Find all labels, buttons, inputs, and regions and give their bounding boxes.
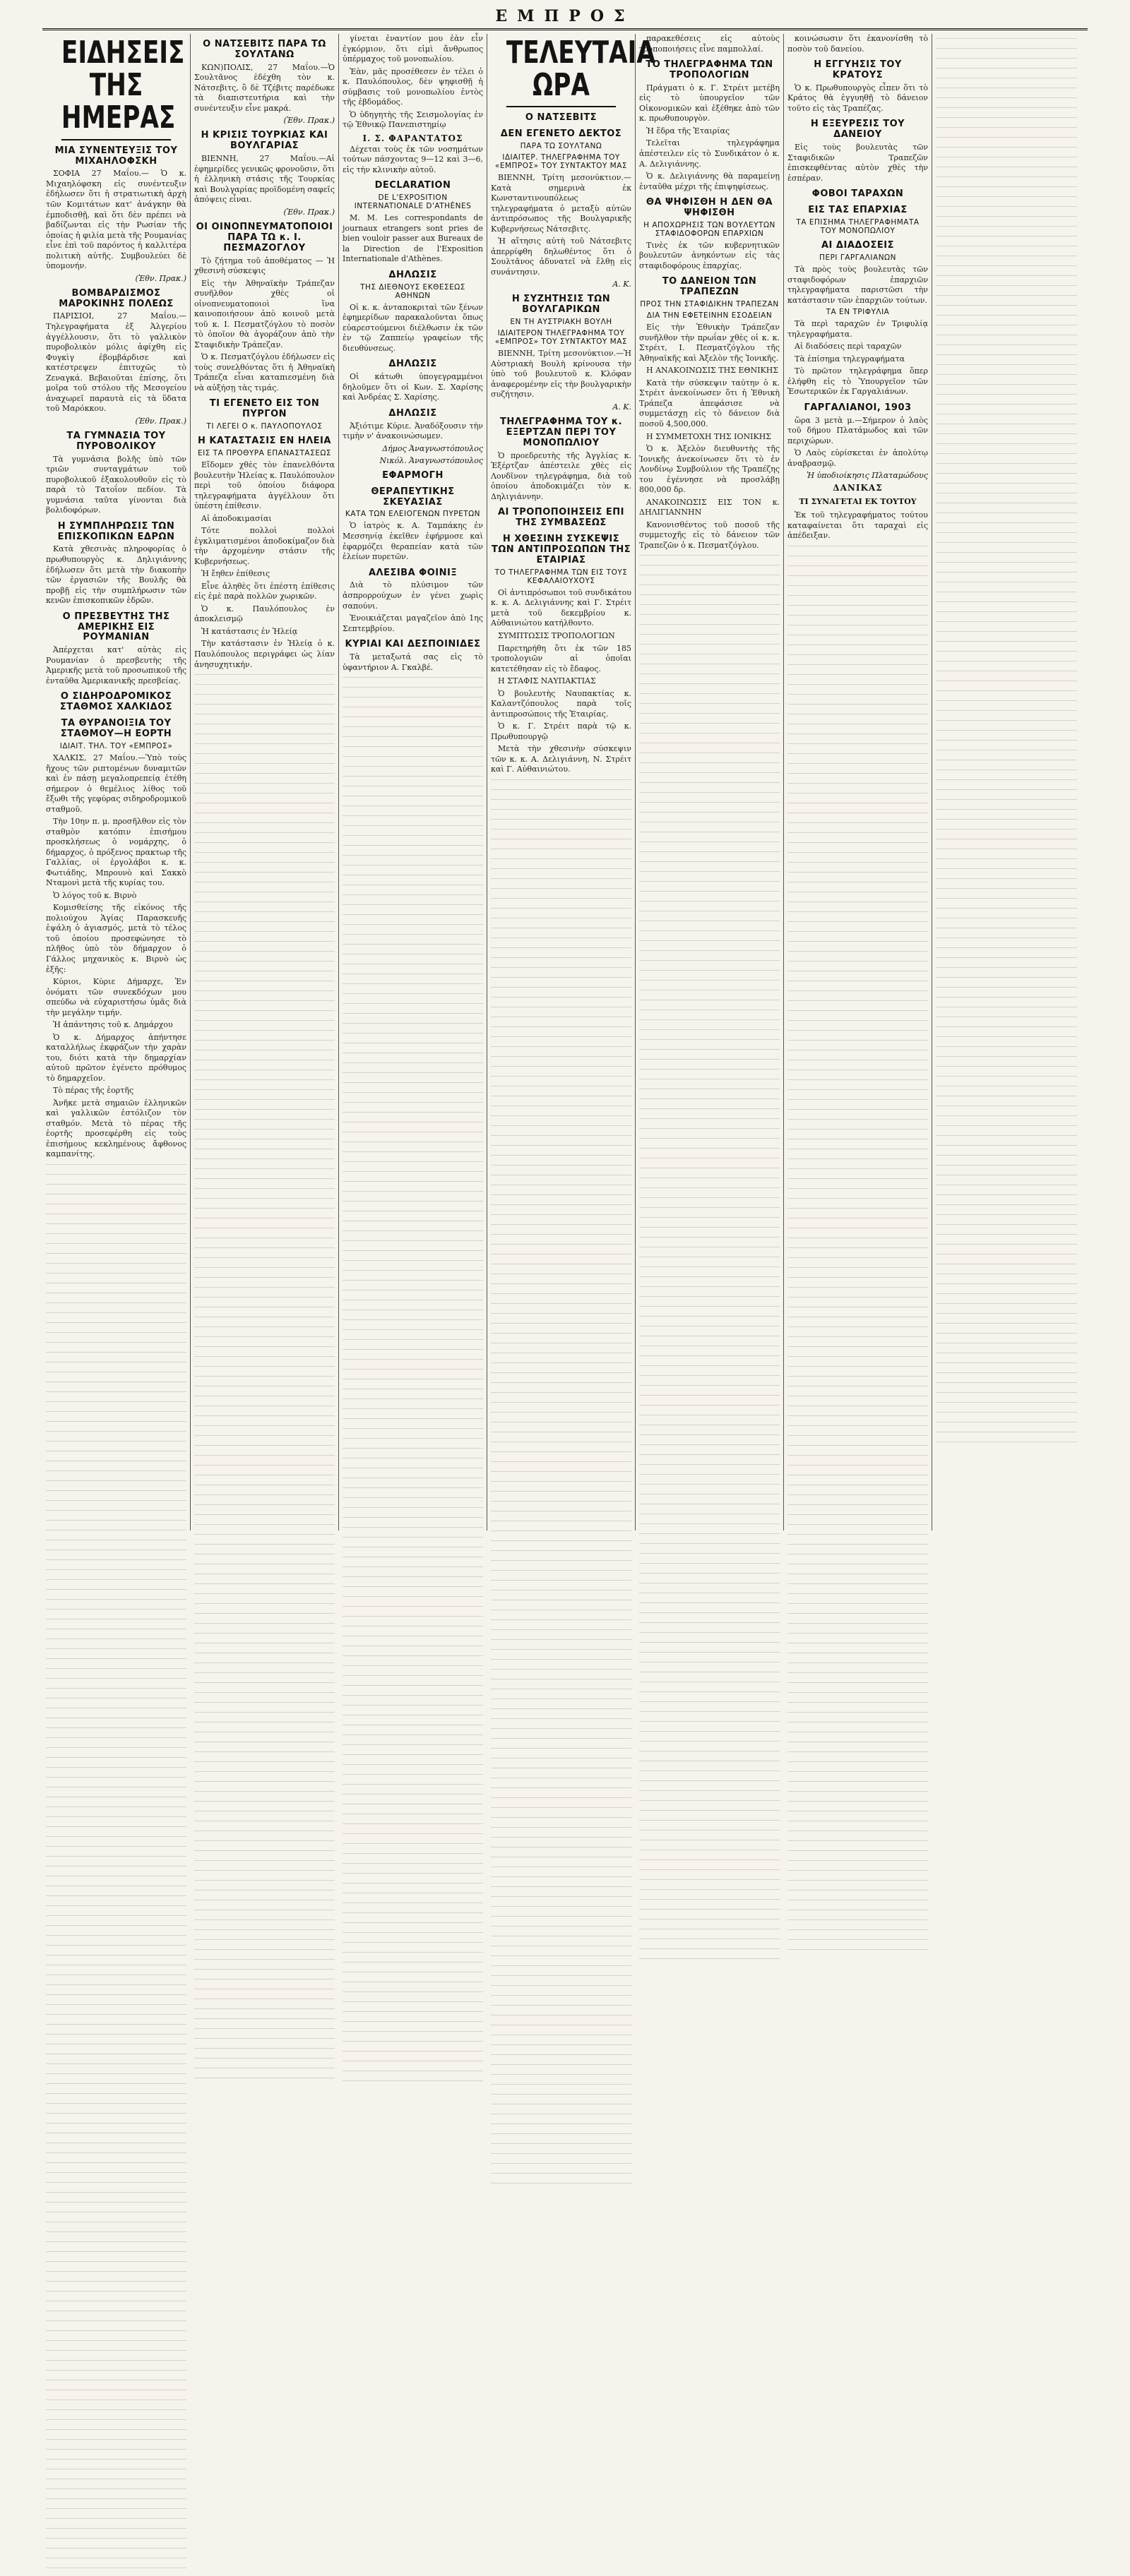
subheadline: Η ΑΠΟΧΩΡΗΣΙΣ ΤΩΝ ΒΟΥΛΕΥΤΩΝ ΣΤΑΦΙΔΟΦΟΡΩΝ ΕΠΑΡΧΙΩΝ xyxy=(643,220,775,238)
paragraph: Ἐὰν, μᾶς προσέθεσεν ἐν τέλει ὁ κ. Παυλόπουλος, δὲν ψηφισθῇ ἡ σύμβασις τοῦ μονοπωλίου ἐντὸς τῆς ἑβδομάδος. xyxy=(343,66,483,107)
paragraph: Ἀνῆκε μετὰ σημαιῶν ἑλληνικῶν καὶ γαλλικῶν ἐστόλιζον τὸν σταθμόν. Μετὰ τὸ πέρας τῆς ἑορτῆς προσεφέρθη εἰς τοὺς ἐπισήμους κεκλημένους ἄφθονος καμπανίτης. xyxy=(46,1098,186,1159)
headline: ΔΗΛΩΣΙΣ xyxy=(388,269,437,280)
paragraph: Εἴδομεν χθὲς τὸν ἐπανελθόντα βουλευτὴν Ἠλείας κ. Παυλόπουλον περὶ τοῦ ὁποίου διάφορα τηλεγραφήματα ἀγγέλλουν ὅτι ὑπέστη ἐπίθεσιν. xyxy=(194,460,335,511)
subheadline: ΕΙΣ ΤΑ ΠΡΟΘΥΡΑ ΕΠΑΝΑΣΤΑΣΕΩΣ xyxy=(197,449,332,458)
paragraph: Ἡ ἕδρα τῆς Ἑταιρίας xyxy=(646,126,730,136)
paragraph: Ἐνοικιάζεται μαγαζεῖον ἀπὸ 1ης Σεπτεμβρίου. xyxy=(343,613,483,633)
column-4 xyxy=(487,34,655,1530)
paragraph: Αἱ διαδόσεις περὶ ταραχῶν xyxy=(795,342,902,352)
subheadline: ΤΙ ΛΕΓΕΙ Ο κ. ΠΑΥΛΟΠΟΥΛΟΣ xyxy=(206,422,323,431)
paragraph: Η ΣΥΜΜΕΤΟΧΗ ΤΗΣ ΙΟΝΙΚΗΣ xyxy=(646,431,772,441)
headline: Ο ΣΙΔΗΡΟΔΡΟΜΙΚΟΣ ΣΤΑΘΜΟΣ ΧΑΛΚΙΔΟΣ xyxy=(59,691,173,713)
paragraph: Ὁ ἰατρὸς κ. Α. Ταμπάκης ἐν Μεσσηνίᾳ ἐκεῖθεν ἐφήρμοσε καὶ ἐφαρμόζει θεραπείαν κατὰ τῶν ἑλείων πυρετῶν. xyxy=(343,521,483,562)
signature: (Ἐθν. Πρακ.) xyxy=(135,273,186,283)
headline: ΤΙ ΕΓΕΝΕΤΟ ΕΙΣ ΤΟΝ ΠΥΡΓΟΝ xyxy=(209,398,320,420)
signature: (Ἐθν. Πρακ.) xyxy=(283,207,335,217)
paragraph: Μετὰ τὴν χθεσινὴν σύσκεψιν τῶν κ. κ. Α. Δελιγιάννη, Ν. Στρέιτ καὶ Γ. Αὐθαινιώτου. xyxy=(491,744,631,774)
column-text-lines xyxy=(491,779,631,2191)
headline: Η ΣΥΜΠΛΗΡΩΣΙΣ ΤΩΝ ΕΠΙΣΚΟΠΙΚΩΝ ΕΔΡΩΝ xyxy=(57,520,175,542)
paragraph: Τὰ μεταξωτά σας εἰς τὸ ὑφαντήριον Α. Γκαλβέ. xyxy=(343,652,483,672)
headline: ΤΟ ΤΗΛΕΓΡΑΦΗΜΑ ΤΩΝ ΤΡΟΠΟΛΟΓΙΩΝ xyxy=(646,59,773,80)
paragraph: Ὁ λόγος τοῦ κ. Βιρνὸ xyxy=(53,890,137,900)
signature: Δήμος Ἀναγνωστόπουλος xyxy=(382,443,483,453)
signature: Α. Κ. xyxy=(612,280,631,289)
paragraph: Τελεῖται τηλεγράφημα ἀπέστειλεν εἰς τὸ Συνδικάτον ὁ κ. Α. Δελιγιάννης. xyxy=(639,138,780,169)
paragraph: Εἶνε ἀληθὲς ὅτι ἐπέστη ἐπίθεσις εἰς ἐμὲ παρὰ πολλῶν χωρικῶν. xyxy=(194,581,335,601)
column-text-lines xyxy=(46,1164,186,2576)
signature: Α. Κ. xyxy=(612,402,631,412)
paragraph: Τὴν κατάστασιν ἐν Ἠλείᾳ ὁ κ. Παυλόπουλος περιγράφει ὡς λίαν ἀνησυχητικήν. xyxy=(194,639,335,669)
name-line: ΔΑΝΙΚΑΣ xyxy=(833,483,883,493)
column-3 xyxy=(339,34,487,1530)
subheadline: ΤΗΣ ΔΙΕΘΝΟΥΣ ΕΚΘΕΣΕΩΣ ΑΘΗΝΩΝ xyxy=(360,282,465,300)
subheadline: ΚΑΤΑ ΤΩΝ ΕΛΕΙΟΓΕΝΩΝ ΠΥΡΕΤΩΝ xyxy=(345,510,481,519)
subheadline: ΠΡΟΣ ΤΗΝ ΣΤΑΦΙΔΙΚΗΝ ΤΡΑΠΕΖΑΝ xyxy=(640,300,779,309)
masthead xyxy=(42,4,1088,30)
headline: ΚΥΡΙΑΙ ΚΑΙ ΔΕΣΠΟΙΝΙΔΕΣ xyxy=(345,639,481,650)
subheadline: ΙΔΙΑΙΤ. ΤΗΛ. ΤΟΥ «ΕΜΠΡΟΣ» xyxy=(59,742,173,751)
tail-heading: ΤΙ ΣΥΝΑΓΕΤΑΙ ΕΚ ΤΟΥΤΟΥ xyxy=(799,497,917,507)
paragraph: Οἱ κ. κ. ἀνταποκριταὶ τῶν ξένων ἐφημερίδων παρακαλοῦνται ὅπως εὐαρεστούμενοι διέλθωσιν ἐκ τῶν ἐν τῷ Ζαππείῳ γραφείων τῆς διευθύνσεως. xyxy=(343,302,483,353)
paragraph: Παρετηρήθη ὅτι ἐκ τῶν 185 τροπολογιῶν αἱ ὁποῖαι κατετέθησαν εἰς τὸ ἔδαφος. xyxy=(491,643,631,673)
subheadline: ΙΔΙΑΙΤΕΡ. ΤΗΛΕΓΡΑΦΗΜΑ ΤΟΥ «ΕΜΠΡΟΣ» ΤΟΥ ΣΥΝΤΑΚΤΟΥ ΜΑΣ xyxy=(494,153,628,171)
subheadline: ΕΝ ΤΗ ΑΥΣΤΡΙΑΚΗ ΒΟΥΛΗ xyxy=(510,318,612,327)
column-text-lines xyxy=(343,677,483,2089)
paragraph: ΣΟΦΙΑ 27 Μαΐου.— Ὁ κ. Μιχαηλόφσκη εἰς συνέντευξιν ἐδήλωσεν ὅτι ἡ στρατιωτικὴ ἀρχὴ τῶν Κομιτάτων κατ' ἀνάγκην θὰ ἐμποδισθῇ, καὶ ὅτι δὲν πρέπει νὰ βαδίζωνται εἰς τὴν Ρωσίαν τῆς ὁποίας ἡ φιλία μετὰ τῆς Ρουμανίας εἶνε ἐπὶ τοῦ παρόντος ἡ καλλιτέρα πολιτικὴ αὐτῆς. Συμβουλεύει δὲ ὑπομονήν. xyxy=(46,169,186,271)
paragraph: Ὁ βουλευτὴς Ναυπακτίας κ. Καλαντζόπουλος παρὰ τοῖς ἀντιπροσώποις τῆς Ἑταιρίας. xyxy=(491,688,631,719)
column-text-lines xyxy=(639,555,780,1967)
paragraph: Κανονισθέντος τοῦ ποσοῦ τῆς συμμετοχῆς εἰς τὸ δάνειον τῶν Τραπεζῶν ὁ κ. Πεσματζόγλου. xyxy=(639,520,780,550)
paragraph: γίνεται ἐναντίον μου ἐὰν εἶν ἐγκόρμιον, ὅτι εἰμὶ ἄνθρωπος ὑπέρμαχος τοῦ μονοπωλίου. xyxy=(343,34,483,64)
column-text-lines xyxy=(194,674,335,2086)
headline: ΑΙ ΔΙΑΔΟΣΕΙΣ xyxy=(821,240,894,251)
paragraph: Τὰ γυμνάσια βολῆς ὑπὸ τῶν τριῶν συνταγμάτων τοῦ πυροβολικοῦ ἐξακολουθοῦν εἰς τὸ παρὰ τὸ Τατοΐον πεδίον. Τὰ γυμνάσια ταῦτα γίνονται διὰ βολιδοφόρων. xyxy=(46,454,186,515)
paragraph: Ὁ κ. Ἀξελὸν διευθυντὴς τῆς Ἰονικῆς ἀνεκοίνωσεν ὅτι τὸ ἐν Λονδίνῳ Συμβούλιον τῆς Τραπέζης του ἐγέννησε νὰ προσλάβῃ 800,000 δρ. xyxy=(639,444,780,495)
paragraph: Εἰς τὴν Ἐθνικὴν Τράπεζαν συνῆλθον τὴν πρωΐαν χθὲς οἱ κ. κ. Στρέιτ, Ι. Πεσματζόγλου τῆς Ἀθηναϊκῆς καὶ Ἀξελὸν τῆς Ἰονικῆς. xyxy=(639,323,780,363)
paragraph: Ὁ κ. Γ. Στρέιτ παρὰ τῷ κ. Πρωθυπουργῷ xyxy=(491,721,631,741)
headline: Η ΕΞΕΥΡΕΣΙΣ ΤΟΥ ΔΑΝΕΙΟΥ xyxy=(810,119,905,140)
paragraph: ΧΑΛΚΙΣ, 27 Μαΐου.—Ὑπὸ τοὺς ἤχους τῶν ριπτομένων δυναμιτῶν καὶ ἐν πάσῃ μεγαλοπρεπείᾳ ἐτέθη σήμερον ὁ θεμέλιος λίθος τοῦ ἔξωθι τῆς γεφύρας σιδηροδρομικοῦ σταθμοῦ. xyxy=(46,753,186,814)
headline: ΓΑΡΓΑΛΙΑΝΟΙ, 1903 xyxy=(804,402,912,413)
headline: ΒΟΜΒΑΡΔΙΣΜΟΣ ΜΑΡΟΚΙΝΗΣ ΠΟΛΕΩΣ xyxy=(59,287,174,309)
headline: ΑΛΕΣΙΒΑ ΦΟΙΝΙΞ xyxy=(368,567,458,578)
headline: ΔΗΛΩΣΙΣ xyxy=(388,359,437,370)
paragraph: Διὰ τὸ πλύσιμον τῶν ἀσπρορρούχων ἐν γένει χωρὶς σαπούνι. xyxy=(343,580,483,611)
paragraph: ΒΙΕΝΝΗ, Τρίτη μεσονύκτιον.— Κατὰ σημερινὰ ἐκ Κωνσταντινουπόλεως τηλεγραφήματα ὁ μεταξὺ αὐτῶν ἀντιπρόσωπος τῆς Βουλγαρικῆς Κυβερνήσεως Νάτσεβιτς. xyxy=(491,173,631,234)
paragraph: Ὁ Λαὸς εὑρίσκεται ἐν ἀπολύτῳ ἀναβρασμῷ. xyxy=(787,448,928,468)
headline: ΤΑ ΘΥΡΑΝΟΙΞΙΑ ΤΟΥ ΣΤΑΘΜΟΥ—Η ΕΟΡΤΗ xyxy=(60,718,172,740)
signature: Ἡ ὑποδιοίκησις Πλαταμώδους xyxy=(807,471,928,481)
paragraph: M. M. Les correspondants de journaux etrangers sont pries de bien vouloir passer aux Bureaux de la Direction de l'Exposition Internationale d'Athènes. xyxy=(343,213,483,264)
headline: ΔΕΝ ΕΓΕΝΕΤΟ ΔΕΚΤΟΣ xyxy=(500,128,622,140)
paragraph: Κατὰ τὴν σύσκεψιν ταύτην ὁ κ. Στρέιτ ἀνεκοίνωσεν ὅτι ἡ Ἐθνικὴ Τράπεζα ἀπεφάσισε νὰ συμμετάσχῃ εἰς τὸ δάνειον διὰ ποσοῦ 4,500,000. xyxy=(639,378,780,429)
subheadline: ΠΑΡΑ ΤΩ ΣΟΥΛΤΑΝΩ xyxy=(520,142,602,151)
paragraph: Ἐκ τοῦ τηλεγραφήματος τούτου καταφαίνεται ὅτι ταραχαὶ εἰς ἀπέδειξαν. xyxy=(787,510,928,541)
paragraph: ὥρα 3 μετὰ μ.—Σήμερον ὁ λαὸς τοῦ δήμου Πλατάμωδος καὶ τῶν περιχώρων. xyxy=(787,415,928,445)
signature: Νικόλ. Ἀναγνωστόπουλος xyxy=(379,455,483,465)
column-banner: ΕΙΔΗΣΕΙΣ ΤΗΣ ΗΜΕΡΑΣ xyxy=(61,34,171,140)
paragraph: Οἱ κάτωθι ὑπογεγραμμένοι δηλοῦμεν ὅτι οἱ Κων. Σ. Χαρίσης καὶ Ἀνδρέας Σ. Χαρίσης. xyxy=(343,372,483,402)
paragraph: παρακεθέσεις εἰς αὐτοὺς τροποποιήσεις εἶνε παμπολλαί. xyxy=(639,34,780,54)
paragraph: Η ΑΝΑΚΟΙΝΩΣΙΣ ΤΗΣ ΕΘΝΙΚΗΣ xyxy=(646,366,779,376)
paragraph: Τὰ περὶ ταραχῶν ἐν Τριφυλίᾳ τηλεγραφήματα. xyxy=(787,319,928,339)
subheadline: ΙΔΙΑΙΤΕΡΟΝ ΤΗΛΕΓΡΑΦΗΜΑ ΤΟΥ «ΕΜΠΡΟΣ» ΤΟΥ ΣΥΝΤΑΚΤΟΥ ΜΑΣ xyxy=(494,329,628,347)
paragraph: κοινώσωσιν ὅτι ἐκανονίσθη τὸ ποσὸν τοῦ δανείου. xyxy=(787,34,928,54)
headline: Ο ΝΑΤΣΕΒΙΤΣ xyxy=(525,112,597,124)
paragraph: ΑΝΑΚΟΙΝΩΣΙΣ ΕΙΣ ΤΟΝ κ. ΔΗΛΙΓΙΑΝΝΗΝ xyxy=(639,497,780,517)
paragraph: Δέχεται τοὺς ἐκ τῶν νοσημάτων τούτων πάσχοντας 9—12 καὶ 3—6, εἰς τὴν κλινικὴν αὐτοῦ. xyxy=(343,144,483,174)
headline: ΘΕΡΑΠΕΥΤΙΚΗΣ ΣΚΕΥΑΣΙΑΣ xyxy=(371,486,455,508)
headline: Η ΧΘΕΣΙΝΗ ΣΥΣΚΕΨΙΣ ΤΩΝ ΑΝΤΙΠΡΟΣΩΠΩΝ ΤΗΣ ΕΤΑΙΡΙΑΣ xyxy=(491,534,631,565)
paragraph: Ἡ κατάστασις ἐν Ἠλείᾳ xyxy=(201,626,298,636)
headline: Η ΣΥΖΗΤΗΣΙΣ ΤΩΝ ΒΟΥΛΓΑΡΙΚΩΝ xyxy=(511,294,611,316)
paragraph: Ἡ ἔηθεν ἐπίθεσις xyxy=(201,569,270,579)
paragraph: Τὴν 10ην π. μ. προσῆλθον εἰς τὸν σταθμὸν κατόπιν ἐπισήμου προσκλήσεως ὁ νομάρχης, ὁ δήμαρχος, ὁ πρόξενος πρακτωρ τῆς Γαλλίας, οἱ ἐργολάβοι κ. κ. Φωτιάδης, Μπρουνὸ καὶ Σακκὸ Νταμονὶ μετὰ τῆς κυρίας του. xyxy=(46,817,186,888)
paragraph: Ὁ κ. Πρωθυπουργὸς εἶπεν ὅτι τὸ Κράτος θὰ ἐγγυηθῇ τὸ δάνειον τοῦτο εἰς τὰς Τραπέζας. xyxy=(787,83,928,113)
paragraph: Κατὰ χθεσινὰς πληροφορίας ὁ πρωθυπουργὸς κ. Δηλιγιάννης ἐδήλωσεν ὅτι μετὰ τὴν διακοπὴν τῶν ἐργασιῶν τῆς Βουλῆς θὰ προβῇ εἰς τὴν συμπλήρωσιν τῶν κενῶν ἐπισκοπικῶν ἑδρῶν. xyxy=(46,544,186,606)
paragraph: ΚΩΝ)ΠΟΛΙΣ, 27 Μαΐου.—Ὁ Σουλτᾶνος ἐδέχθη τὸν κ. Νάτσεβιτς, ὃ δὲ Τζέβιτς παρέδωκε τὰ διαπιστευτήρια καὶ τὴν συνέντευξιν εἶνε μακρά. xyxy=(194,62,335,113)
headline: Η ΚΑΤΑΣΤΑΣΙΣ ΕΝ ΗΛΕΙΑ xyxy=(198,436,331,447)
paragraph: Εἰς τὴν Ἀθηναϊκὴν Τράπεζαν συνῆλθον χθὲς οἱ οἰνοπνευματοποιοὶ ἵνα καινοποιήσουν ἀπὸ κοινοῦ μετὰ τοῦ κ. Ι. Πεσματζόγλου τὸ ποσὸν τὸ ὁποῖον θὰ ἀγοράζουν ἀπὸ τὴν Σταφιδικὴν Τράπεζαν. xyxy=(194,278,335,349)
subheadline: ΤΑ ΕΝ ΤΡΙΦΥΛΙΑ xyxy=(826,308,890,317)
headline: ΦΟΒΟΙ ΤΑΡΑΧΩΝ xyxy=(811,188,904,200)
paragraph: Ὁ ὑδηγητὴς τῆς Σεισμολογίας ἐν τῷ Ἐθνικῷ Πανεπιστημίῳ xyxy=(343,109,483,130)
paragraph: Η ΣΤΑΦΙΣ ΝΑΥΠΑΚΤΙΑΣ xyxy=(498,676,596,686)
paragraph: Τὸ πέρας τῆς ἑορτῆς xyxy=(53,1086,134,1096)
columns xyxy=(42,34,1088,1530)
subheadline: ΤΑ ΕΠΙΣΗΜΑ ΤΗΛΕΓΡΑΦΗΜΑΤΑ ΤΟΥ ΜΟΝΟΠΩΛΙΟΥ xyxy=(796,218,920,236)
signature: (Ἐθν. Πρακ.) xyxy=(283,116,335,126)
paragraph: Ὁ κ. Πεσματζόγλου ἐδήλωσεν εἰς τοὺς συνελθόντας ὅτι ἡ Ἀθηναϊκὴ Τράπεζα εἶναι καταπιεσμένη διὰ νὰ αὐξήσῃ τὰς τιμάς. xyxy=(194,352,335,393)
headline: ΤΗΛΕΓΡΑΦΗΜΑ ΤΟΥ κ. ΕΞΕΡΤΖΑΝ ΠΕΡΙ ΤΟΥ ΜΟΝΟΠΩΛΙΟΥ xyxy=(499,416,623,448)
headline: Η ΚΡΙΣΙΣ ΤΟΥΡΚΙΑΣ ΚΑΙ ΒΟΥΛΓΑΡΙΑΣ xyxy=(201,130,328,152)
column-text-lines xyxy=(936,38,1077,1450)
paragraph: Εἰς τοὺς βουλευτὰς τῶν Σταφιδικῶν Τραπεζῶν ἐπισκεφθέντας αὐτὸν χθὲς τὴν ἑσπέραν. xyxy=(787,143,928,183)
headline: Ο ΠΡΕΣΒΕΥΤΗΣ ΤΗΣ ΑΜΕΡΙΚΗΣ ΕΙΣ ΡΟΥΜΑΝΙΑΝ xyxy=(62,611,170,643)
paragraph: Ὁ κ. Δήμαρχος ἀπήντησε καταλλήλως ἐκφράζων τὴν χαρὰν του, διότι κατὰ τὴν δημαρχίαν αὐτοῦ πρῶτον ἐγένετο πρόθυμος τὸ δημαρχεῖον. xyxy=(46,1032,186,1083)
paragraph: Ἀξιότιμε Κύριε. Ἀναδόξουσιν τὴν τιμὴν ν' ἀνακοινώσωμεν. xyxy=(343,421,483,441)
column-5 xyxy=(636,34,784,1530)
paragraph: Τὰ πρὸς τοὺς βουλευτὰς τῶν σταφιδοφόρων ἐπαρχιῶν τηλεγραφήματα παριστῶσι τὴν κατάστασιν τῶν ἐπαρχιῶν τούτων. xyxy=(787,265,928,305)
subheadline: ΤΟ ΤΗΛΕΓΡΑΦΗΜΑ ΤΩΝ ΕΙΣ ΤΟΥΣ ΚΕΦΑΛΑΙΟΥΧΟΥΣ xyxy=(494,568,628,585)
column-1 xyxy=(42,34,191,1530)
subheadline: ΠΕΡΙ ΓΑΡΓΑΛΙΑΝΩΝ xyxy=(819,253,896,263)
paragraph: ΠΑΡΙΣΙΟΙ, 27 Μαΐου.—Τηλεγραφήματα ἐξ Ἀλγερίου ἀγγέλλουσιν, ὅτι τὸ γαλλικὸν πυροβολικὸν μόλις ἀφίχθη εἰς Φυγκὶγ ἐβομβάρδισε καὶ κατέστρεψεν ἐπιτυχῶς τὸ Ζεναγκά. Βεβαιοῦται ἐπίσης, ὅτι μοῖρα τοῦ στόλου τῆς Μεσογείου ἀναχωρεῖ παραυτὰ εἰς τὰ ὕδατα τοῦ Μαρόκκου. xyxy=(46,311,186,414)
paragraph: Αἱ ἀποδοκιμασίαι xyxy=(201,513,272,523)
headline: ΟΙ ΟΙΝΟΠΝΕΥΜΑΤΟΠΟΙΟΙ ΠΑΡΑ ΤΩ κ. Ι. ΠΕΣΜΑΖΟΓΛΟΥ xyxy=(196,221,333,253)
column-2 xyxy=(191,34,339,1530)
column-banner: ΤΕΛΕΥΤΑΙΑ ΩΡΑ xyxy=(506,34,616,107)
headline: ΤΟ ΔΑΝΕΙΟΝ ΤΩΝ ΤΡΑΠΕΖΩΝ xyxy=(662,276,757,298)
column-text-lines xyxy=(787,546,928,1958)
paragraph: Ὁ προεδρευτὴς τῆς Ἀγγλίας κ. Ἐξέρτζαν ἀπέστειλε χθὲς εἰς Λονδῖνον τηλεγράφημα, διὰ τοῦ ὁποίου ἀποδοκιμάζει τὸν κ. Δηλιγιάννην. xyxy=(491,450,631,501)
paragraph: Ὁ κ. Δελιγιάννης θὰ παραμείνῃ ἐνταῦθα μέχρι τῆς ἐπιψηφίσεως. xyxy=(639,172,780,191)
headline: ΔΗΛΩΣΙΣ xyxy=(388,407,437,419)
paragraph: Ἀπέρχεται κατ' αὐτὰς εἰς Ρουμανίαν ὁ πρεσβευτὴς τῆς Ἀμερικῆς μετὰ τοῦ προσωπικοῦ τῆς ἐνταῦθα Ἀμερικανικῆς πρεσβείας. xyxy=(46,645,186,685)
masthead-title: ΕΜΠΡΟΣ xyxy=(495,7,635,25)
paragraph: Τὰ ἐπίσημα τηλεγραφήματα xyxy=(795,354,905,364)
subheadline: DE L'EXPOSITION INTERNATIONALE D'ATHÈNES xyxy=(354,193,472,211)
headline: ΘΑ ΨΗΦΙΣΘΗ Η ΔΕΝ ΘΑ ΨΗΦΙΣΘΗ xyxy=(646,197,773,218)
paragraph: Οἱ ἀντιπρόσωποι τοῦ συνδικάτου κ. κ. Α. Δελιγιάννης καὶ Γ. Στρέιτ μετὰ τοῦ δεκεμβρίου κ. Αὐθαινιώτου κατήλθοντο. xyxy=(491,587,631,628)
headline: Η ΕΓΓΥΗΣΙΣ ΤΟΥ ΚΡΑΤΟΥΣ xyxy=(814,59,902,80)
paragraph: Κύριοι, Κύριε Δήμαρχε, Ἐν ὀνόματι τῶν συνεκδόχων μου σπεύδω νὰ εὐχαριστήσω ὑμᾶς διὰ τὴν μεγάλην τιμήν. xyxy=(46,977,186,1017)
paragraph: Τὸ ζήτημα τοῦ ἀποθέματος — Ἡ χθεσινὴ σύσκεψις xyxy=(194,256,335,276)
paragraph: Ὁ κ. Παυλόπουλος ἐν ἀποκλεισμῷ xyxy=(194,604,335,624)
paragraph: ΣΥΜΠΤΩΣΙΣ ΤΡΟΠΟΛΟΓΙΩΝ xyxy=(498,631,615,640)
headline: ΤΑ ΓΥΜΝΑΣΙΑ ΤΟΥ ΠΥΡΟΒΟΛΙΚΟΥ xyxy=(66,430,166,452)
headline: ΜΙΑ ΣΥΝΕΝΤΕΥΞΙΣ ΤΟΥ ΜΙΧΑΗΛΟΦΣΚΗ xyxy=(54,145,178,167)
name-line: Ι. Σ. ΦΑΡΑΝΤΑΤΟΣ xyxy=(362,133,463,143)
headline: ΕΙΣ ΤΑΣ ΕΠΑΡΧΙΑΣ xyxy=(808,205,908,216)
headline: Ο ΝΑΤΣΕΒΙΤΣ ΠΑΡΑ ΤΩ ΣΟΥΛΤΑΝΩ xyxy=(203,39,326,60)
headline: ΑΙ ΤΡΟΠΟΠΟΙΗΣΕΙΣ ΕΠΙ ΤΗΣ ΣΥΜΒΑΣΕΩΣ xyxy=(497,507,625,529)
paragraph: Ἡ ἀπάντησις τοῦ κ. Δημάρχου xyxy=(53,1020,173,1030)
headline: DECLARATION xyxy=(374,180,451,191)
paragraph: ΒΙΕΝΝΗ, Τρίτη μεσονύκτιον.—Ἡ Αὐστριακὴ Βουλὴ κρίνουσα τὴν ὑπὸ τοῦ βουλευτοῦ κ. Κλόφαν ἀναφερομένην εἰς τὴν βουλγαρικὴν συζήτησιν. xyxy=(491,349,631,400)
signature: (Ἐθν. Πρακ.) xyxy=(135,416,186,426)
paragraph: Τὸ πρῶτον τηλεγράφημα ὅπερ ἐλήφθη εἰς τὸ Ὑπουργεῖον τῶν Ἐσωτερικῶν ἐκ Γαργαλιάνων. xyxy=(787,366,928,397)
headline: ΕΦΑΡΜΟΓΗ xyxy=(382,469,444,481)
column-7 xyxy=(932,34,1081,1530)
paragraph: Ἡ αἴτησις αὐτὴ τοῦ Νάτσεβιτς ἀπερρίφθη δηλωθέντος ὅτι ὁ Σουλτᾶνος ἀδυνατεῖ νὰ ἔλθῃ εἰς συνάντησιν. xyxy=(491,236,631,277)
subheadline: ΔΙΑ ΤΗΝ ΕΦΕΤΕΙΝΗΝ ΕΣΟΔΕΙΑΝ xyxy=(646,311,773,320)
paragraph: Τότε πολλοὶ πολλοὶ ἐγκλιματισμένοι ἀποδοκίμαζον διὰ τὴν ἀρχομένην στάσιν τῆς Κυβερνήσεως. xyxy=(194,526,335,566)
paragraph: ΒΙΕΝΝΗ, 27 Μαΐου.—Αἱ ἐφημερίδες γενικῶς φρονοῦσιν, ὅτι ἡ ἑλληνικὴ στάσις τῆς Τουρκίας καὶ Βουλγαρίας προϊδομένη σαφεῖς ἀπόψεις εἶναι. xyxy=(194,154,335,205)
paragraph: Τινὲς ἐκ τῶν κυβερνητικῶν βουλευτῶν ἀνηκόντων εἰς τὰς σταφιδοφόρους ἐπαρχίας. xyxy=(639,240,780,270)
column-6 xyxy=(784,34,932,1530)
paragraph: Πράγματι ὁ κ. Γ. Στρέιτ μετέβη εἰς τὸ ὑπουργεῖον τῶν Οἰκονομικῶν καὶ ἐξέθηκε ἀπὸ τῶν κ. πρωθυπουργὸν. xyxy=(639,83,780,124)
paragraph: Κομισθείσης τῆς εἰκόνος τῆς πολιούχου Ἁγίας Παρασκευῆς ἐψάλη ὁ ἁγιασμός, μετὰ τὸ τέλος τοῦ ὁποίου προσεφώνησε τὸ πλῆθος ὑπὸ τὸν δήμαρχον ὁ Γάλλος μηχανικὸς κ. Βιρνὸ ὡς ἑξῆς: xyxy=(46,903,186,974)
